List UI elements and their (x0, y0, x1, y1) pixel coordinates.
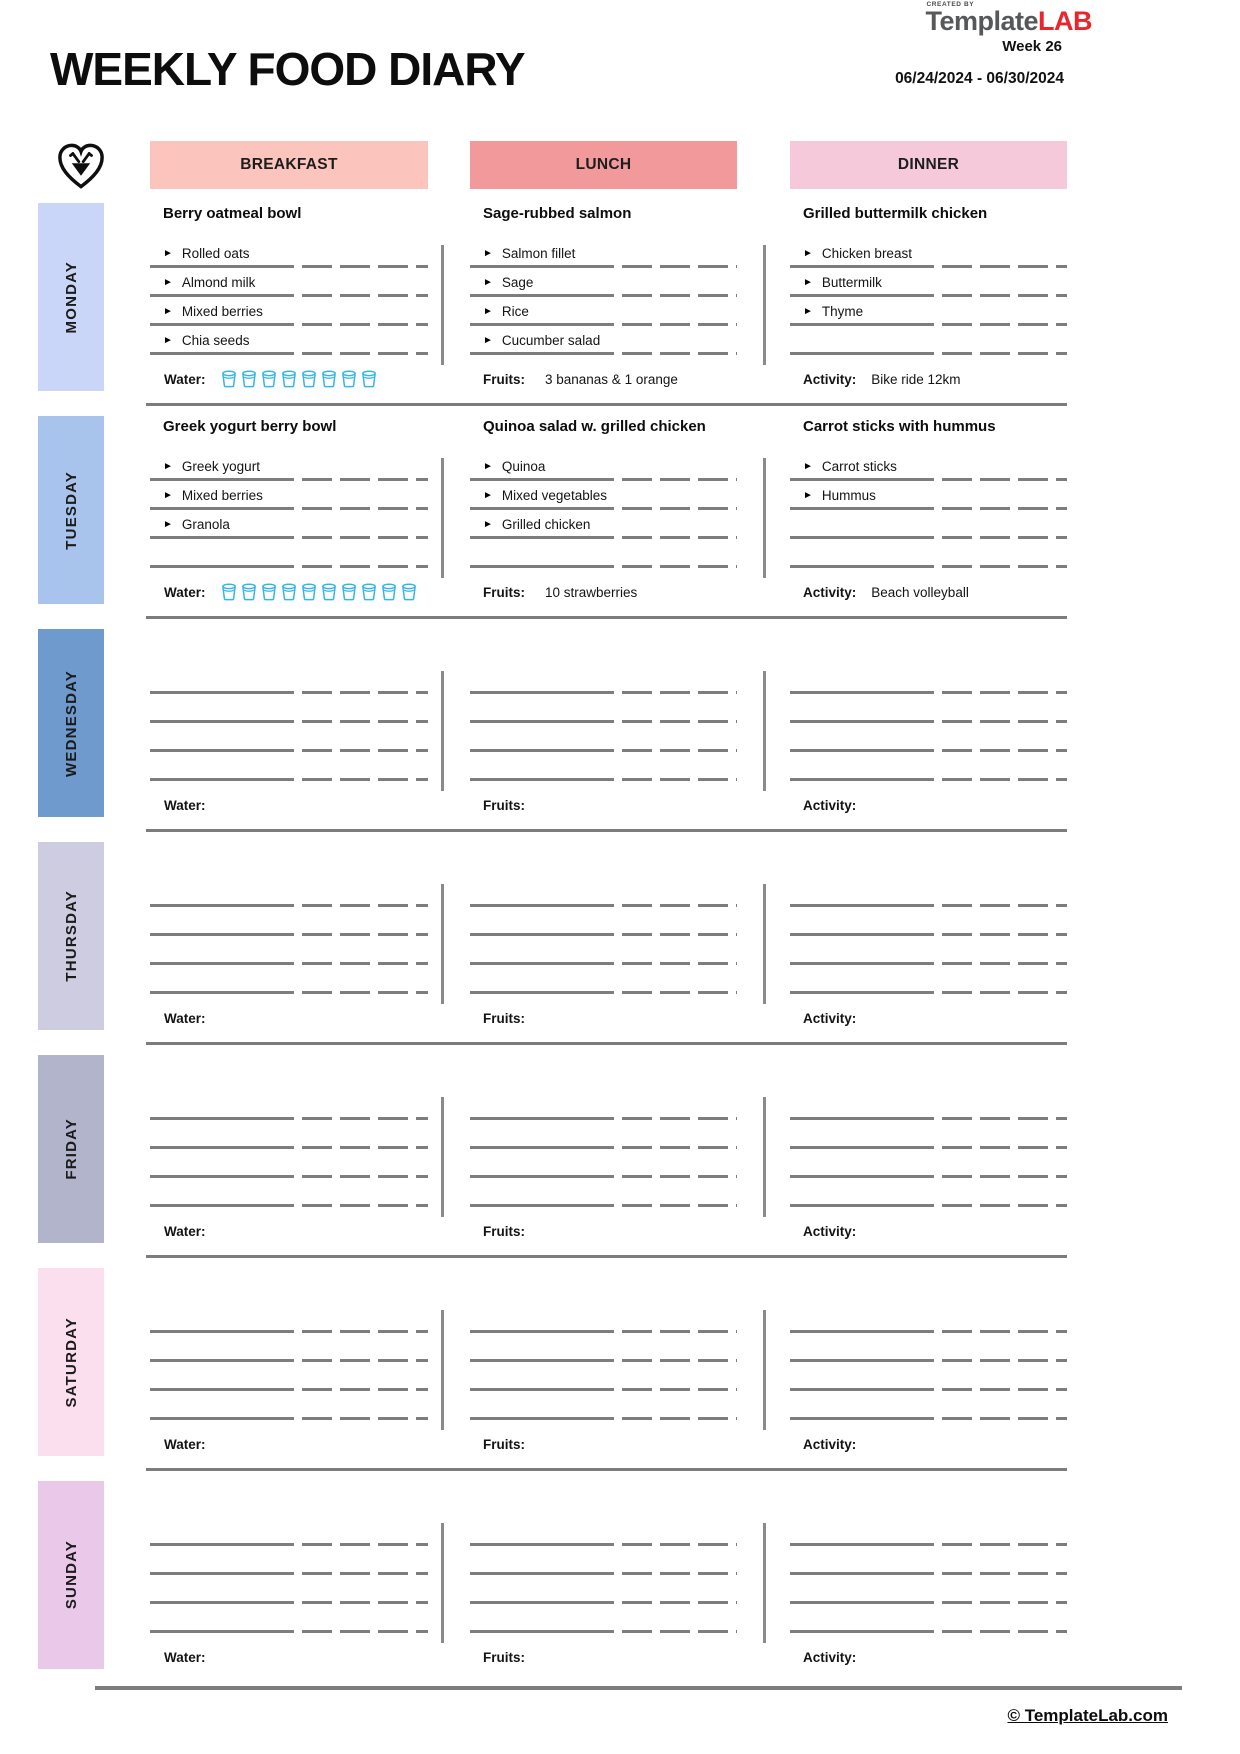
fruits-label: Fruits: (483, 1223, 525, 1239)
meal-item-slot (470, 452, 737, 481)
write-line (150, 352, 428, 355)
water-cup-icon (321, 583, 337, 601)
water-cup-icon (241, 583, 257, 601)
meal-item-slot (150, 1391, 428, 1420)
meal-item-slot (150, 1304, 428, 1333)
water-cup-icon (261, 583, 277, 601)
meal-item-slot (790, 1120, 1067, 1149)
meal-item-slot (150, 1604, 428, 1633)
water-field-saturday (164, 1430, 221, 1458)
meal-item-slot (470, 936, 737, 965)
water-field-tuesday (164, 578, 417, 606)
meal-item-slot (790, 907, 1067, 936)
column-header-breakfast: BREAKFAST (150, 141, 428, 189)
water-cup-icon (241, 370, 257, 388)
meal-item-text: Greek yogurt (181, 459, 260, 474)
page-title: WEEKLY FOOD DIARY (50, 43, 525, 95)
meal-item-slot (470, 723, 737, 752)
activity-field-friday (803, 1217, 871, 1245)
write-line (470, 1204, 737, 1207)
meal-item-text: Rice (501, 304, 529, 319)
write-line (790, 352, 1067, 355)
column-divider (763, 245, 766, 365)
activity-label: Activity: (803, 584, 857, 600)
day-tab-monday (38, 203, 104, 391)
meal-item-slot (470, 1304, 737, 1333)
column-divider (763, 1097, 766, 1217)
day-name-label: THURSDAY (62, 890, 80, 982)
date-range: 06/24/2024 - 06/30/2024 (895, 70, 1064, 87)
water-label: Water: (164, 1436, 206, 1452)
write-line (150, 991, 428, 994)
water-field-thursday (164, 1004, 221, 1032)
day-name-label: FRIDAY (62, 1118, 80, 1180)
day-tab-saturday (38, 1268, 104, 1456)
day-row-friday (0, 1045, 1240, 1258)
meal-item (483, 459, 545, 474)
meal-title: Quinoa salad w. grilled chicken (483, 418, 706, 435)
meal-item (483, 517, 590, 532)
activity-field-thursday (803, 1004, 871, 1032)
meal-item (163, 333, 249, 348)
meal-item-slot (150, 1178, 428, 1207)
write-line (150, 1630, 428, 1633)
fruits-field-wednesday (483, 791, 545, 819)
meal-item-slot (150, 1362, 428, 1391)
meal-item-slot (470, 1546, 737, 1575)
meal-item-text: Mixed berries (181, 304, 263, 319)
bullet-arrow-icon: ► (163, 518, 173, 530)
day-tab-thursday (38, 842, 104, 1030)
meal-item-text: Salmon fillet (501, 246, 576, 261)
meal-item (803, 488, 876, 503)
meal-item-slot (790, 1517, 1067, 1546)
meal-item-slot (470, 1333, 737, 1362)
meal-item-slot (790, 936, 1067, 965)
water-field-monday (164, 365, 377, 393)
column-divider (441, 245, 444, 365)
fruits-label: Fruits: (483, 797, 525, 813)
water-label: Water: (164, 584, 206, 600)
logo-created-by: CREATED BY (926, 1, 975, 8)
column-divider (763, 884, 766, 1004)
footer-credit-link[interactable]: © TemplateLab.com (1007, 1706, 1168, 1725)
activity-field-wednesday (803, 791, 871, 819)
meal-item-slot (790, 1333, 1067, 1362)
column-divider (441, 1310, 444, 1430)
meal-item-slot (470, 1178, 737, 1207)
meal-item-slot (150, 1091, 428, 1120)
meal-item-slot (790, 1149, 1067, 1178)
meal-item-slot (470, 268, 737, 297)
water-cup-icon (361, 583, 377, 601)
meal-item-slot (790, 1546, 1067, 1575)
bullet-arrow-icon: ► (803, 276, 813, 288)
fruits-value: 10 strawberries (545, 584, 638, 600)
activity-field-tuesday (803, 578, 969, 606)
logo-name-red: LAB (1038, 6, 1092, 36)
meal-item-slot (150, 297, 428, 326)
day-row-saturday (0, 1258, 1240, 1471)
meal-item-slot (790, 1178, 1067, 1207)
activity-label: Activity: (803, 371, 857, 387)
water-cups (221, 370, 377, 388)
fruits-field-monday (483, 365, 678, 393)
meal-item-slot (150, 1575, 428, 1604)
meal-item-slot (790, 723, 1067, 752)
fruits-field-saturday (483, 1430, 545, 1458)
meal-item-slot (790, 965, 1067, 994)
meal-item-text: Hummus (821, 488, 876, 503)
meal-item (163, 246, 249, 261)
meal-item-slot (790, 752, 1067, 781)
fruits-label: Fruits: (483, 584, 525, 600)
fruits-label: Fruits: (483, 1436, 525, 1452)
column-divider (441, 1097, 444, 1217)
meal-item-slot (470, 1604, 737, 1633)
water-label: Water: (164, 1223, 206, 1239)
meal-item (803, 304, 863, 319)
day-tab-wednesday (38, 629, 104, 817)
write-line (790, 778, 1067, 781)
meal-item-text: Mixed berries (181, 488, 263, 503)
water-cup-icon (341, 370, 357, 388)
write-line (790, 1417, 1067, 1420)
column-divider (763, 458, 766, 578)
day-name-label: WEDNESDAY (62, 669, 80, 777)
meal-item-slot (470, 907, 737, 936)
meal-item-slot (790, 326, 1067, 355)
day-row-wednesday (0, 619, 1240, 832)
meal-item-slot (470, 510, 737, 539)
bullet-arrow-icon: ► (803, 489, 813, 501)
write-line (470, 352, 737, 355)
meal-item-slot (470, 965, 737, 994)
column-divider (763, 1523, 766, 1643)
activity-value: Beach volleyball (871, 584, 969, 600)
meal-item (803, 459, 897, 474)
day-name-label: SUNDAY (62, 1540, 80, 1610)
day-tab-sunday (38, 1481, 104, 1669)
bullet-arrow-icon: ► (483, 460, 493, 472)
meal-item-slot (150, 752, 428, 781)
write-line (470, 778, 737, 781)
meal-item-slot (150, 965, 428, 994)
fruits-value: 3 bananas & 1 orange (545, 371, 678, 387)
meal-item-slot (790, 1604, 1067, 1633)
day-row-tuesday (0, 406, 1240, 619)
meal-item-slot (790, 1091, 1067, 1120)
week-number: Week 26 (1002, 38, 1062, 55)
water-cup-icon (221, 370, 237, 388)
meal-item-slot (790, 510, 1067, 539)
column-divider (441, 1523, 444, 1643)
water-label: Water: (164, 371, 206, 387)
write-line (470, 1630, 737, 1633)
meal-item-slot (150, 723, 428, 752)
water-label: Water: (164, 1649, 206, 1665)
bullet-arrow-icon: ► (483, 276, 493, 288)
meal-item-slot (790, 239, 1067, 268)
logo-name-gray: Template (925, 6, 1038, 36)
day-name-label: TUESDAY (62, 470, 80, 550)
bullet-arrow-icon: ► (163, 247, 173, 259)
column-divider (763, 1310, 766, 1430)
meal-item-text: Granola (181, 517, 230, 532)
meal-item-slot (790, 665, 1067, 694)
meal-item-slot (150, 1546, 428, 1575)
meal-item-slot (790, 481, 1067, 510)
water-cup-icon (301, 583, 317, 601)
bullet-arrow-icon: ► (163, 489, 173, 501)
bullet-arrow-icon: ► (803, 460, 813, 472)
water-cup-icon (301, 370, 317, 388)
meal-item-text: Carrot sticks (821, 459, 897, 474)
column-divider (441, 671, 444, 791)
activity-label: Activity: (803, 1223, 857, 1239)
day-tab-friday (38, 1055, 104, 1243)
meal-item-slot (150, 1517, 428, 1546)
meal-item (483, 304, 529, 319)
water-cup-icon (281, 370, 297, 388)
meal-item (803, 275, 882, 290)
water-cup-icon (321, 370, 337, 388)
bullet-arrow-icon: ► (483, 334, 493, 346)
day-tab-tuesday (38, 416, 104, 604)
heart-cutlery-icon (55, 140, 107, 192)
write-line (790, 565, 1067, 568)
meal-item-slot (150, 239, 428, 268)
meal-item-slot (150, 326, 428, 355)
write-line (150, 1417, 428, 1420)
meal-title: Carrot sticks with hummus (803, 418, 996, 435)
water-label: Water: (164, 1010, 206, 1026)
day-row-sunday (0, 1471, 1240, 1684)
meal-item-slot (790, 1391, 1067, 1420)
meal-item-slot (150, 510, 428, 539)
meal-item-slot (790, 268, 1067, 297)
meal-item (483, 246, 575, 261)
meal-item-slot (790, 1304, 1067, 1333)
meal-item-text: Almond milk (181, 275, 256, 290)
meal-item-slot (470, 1575, 737, 1604)
templatelab-logo (925, 1, 1092, 36)
brand-block (895, 1, 1092, 88)
meal-item-slot (790, 694, 1067, 723)
meal-item-slot (470, 297, 737, 326)
meal-item-slot (150, 907, 428, 936)
meal-title: Greek yogurt berry bowl (163, 418, 337, 435)
meal-item-slot (470, 694, 737, 723)
meal-item-slot (470, 239, 737, 268)
water-cups (221, 583, 417, 601)
activity-field-sunday (803, 1643, 871, 1671)
bullet-arrow-icon: ► (803, 247, 813, 259)
meal-item (163, 517, 230, 532)
write-line (150, 1204, 428, 1207)
bullet-arrow-icon: ► (163, 334, 173, 346)
meal-item-text: Cucumber salad (501, 333, 601, 348)
meal-item-slot (150, 936, 428, 965)
meal-title: Berry oatmeal bowl (163, 205, 302, 222)
column-header-dinner: DINNER (790, 141, 1067, 189)
meal-item-slot (150, 1120, 428, 1149)
write-line (470, 565, 737, 568)
water-cup-icon (361, 370, 377, 388)
column-divider (441, 884, 444, 1004)
meal-item-text: Chia seeds (181, 333, 250, 348)
day-name-label: MONDAY (62, 260, 80, 334)
meal-item-slot (470, 1362, 737, 1391)
meal-item-slot (790, 452, 1067, 481)
write-line (470, 1417, 737, 1420)
meal-item-text: Chicken breast (821, 246, 912, 261)
bullet-arrow-icon: ► (803, 305, 813, 317)
meal-item-slot (470, 1391, 737, 1420)
meal-item (483, 275, 533, 290)
meal-item-slot (150, 539, 428, 568)
meal-item-text: Sage (501, 275, 534, 290)
meal-item-slot (150, 481, 428, 510)
meal-item-slot (150, 1333, 428, 1362)
meal-title: Grilled buttermilk chicken (803, 205, 988, 222)
activity-label: Activity: (803, 797, 857, 813)
meal-item-slot (470, 665, 737, 694)
meal-item-slot (790, 297, 1067, 326)
activity-value: Bike ride 12km (871, 371, 961, 387)
meal-item-slot (150, 268, 428, 297)
meal-item-text: Thyme (821, 304, 864, 319)
activity-field-monday (803, 365, 961, 393)
fruits-label: Fruits: (483, 1010, 525, 1026)
water-field-sunday (164, 1643, 221, 1671)
fruits-field-thursday (483, 1004, 545, 1032)
fruits-label: Fruits: (483, 371, 525, 387)
day-name-label: SATURDAY (62, 1316, 80, 1408)
write-line (790, 1204, 1067, 1207)
activity-label: Activity: (803, 1010, 857, 1026)
meal-item-text: Quinoa (501, 459, 546, 474)
bullet-arrow-icon: ► (483, 518, 493, 530)
meal-item-slot (790, 1575, 1067, 1604)
meal-item-slot (470, 539, 737, 568)
bullet-arrow-icon: ► (483, 247, 493, 259)
write-line (150, 565, 428, 568)
activity-label: Activity: (803, 1649, 857, 1665)
column-header-lunch: LUNCH (470, 141, 737, 189)
write-line (470, 991, 737, 994)
meal-item (483, 488, 607, 503)
column-divider (763, 671, 766, 791)
water-field-friday (164, 1217, 221, 1245)
water-cup-icon (341, 583, 357, 601)
meal-title: Sage-rubbed salmon (483, 205, 632, 222)
meal-item (803, 246, 912, 261)
water-label: Water: (164, 797, 206, 813)
meal-item (163, 275, 255, 290)
footer-divider (95, 1686, 1182, 1690)
meal-item-slot (150, 878, 428, 907)
write-line (790, 1630, 1067, 1633)
meal-item-slot (150, 452, 428, 481)
meal-item-slot (470, 326, 737, 355)
meal-item-slot (150, 1149, 428, 1178)
meal-item (163, 304, 263, 319)
write-line (150, 778, 428, 781)
meal-item-slot (470, 1517, 737, 1546)
write-line (790, 991, 1067, 994)
meal-item-slot (150, 694, 428, 723)
water-cup-icon (401, 583, 417, 601)
meal-item-text: Buttermilk (821, 275, 882, 290)
meal-item-slot (790, 1362, 1067, 1391)
meal-item-slot (470, 1120, 737, 1149)
activity-label: Activity: (803, 1436, 857, 1452)
fruits-label: Fruits: (483, 1649, 525, 1665)
day-row-monday (0, 193, 1240, 406)
meal-item (163, 488, 263, 503)
water-cup-icon (261, 370, 277, 388)
meal-item-text: Mixed vegetables (501, 488, 607, 503)
water-cup-icon (221, 583, 237, 601)
fruits-field-sunday (483, 1643, 545, 1671)
meal-item-slot (470, 878, 737, 907)
meal-item-slot (790, 878, 1067, 907)
water-field-wednesday (164, 791, 221, 819)
meal-item-slot (470, 481, 737, 510)
meal-item (483, 333, 600, 348)
bullet-arrow-icon: ► (163, 460, 173, 472)
meal-item-slot (790, 539, 1067, 568)
meal-item-slot (470, 752, 737, 781)
meal-item-slot (470, 1149, 737, 1178)
bullet-arrow-icon: ► (483, 489, 493, 501)
meal-item-slot (150, 665, 428, 694)
bullet-arrow-icon: ► (483, 305, 493, 317)
bullet-arrow-icon: ► (163, 305, 173, 317)
meal-item (163, 459, 260, 474)
meal-item-text: Grilled chicken (501, 517, 591, 532)
fruits-field-friday (483, 1217, 545, 1245)
column-divider (441, 458, 444, 578)
activity-field-saturday (803, 1430, 871, 1458)
meal-item-slot (470, 1091, 737, 1120)
meal-item-text: Rolled oats (181, 246, 250, 261)
water-cup-icon (381, 583, 397, 601)
day-row-thursday (0, 832, 1240, 1045)
bullet-arrow-icon: ► (163, 276, 173, 288)
water-cup-icon (281, 583, 297, 601)
fruits-field-tuesday (483, 578, 637, 606)
